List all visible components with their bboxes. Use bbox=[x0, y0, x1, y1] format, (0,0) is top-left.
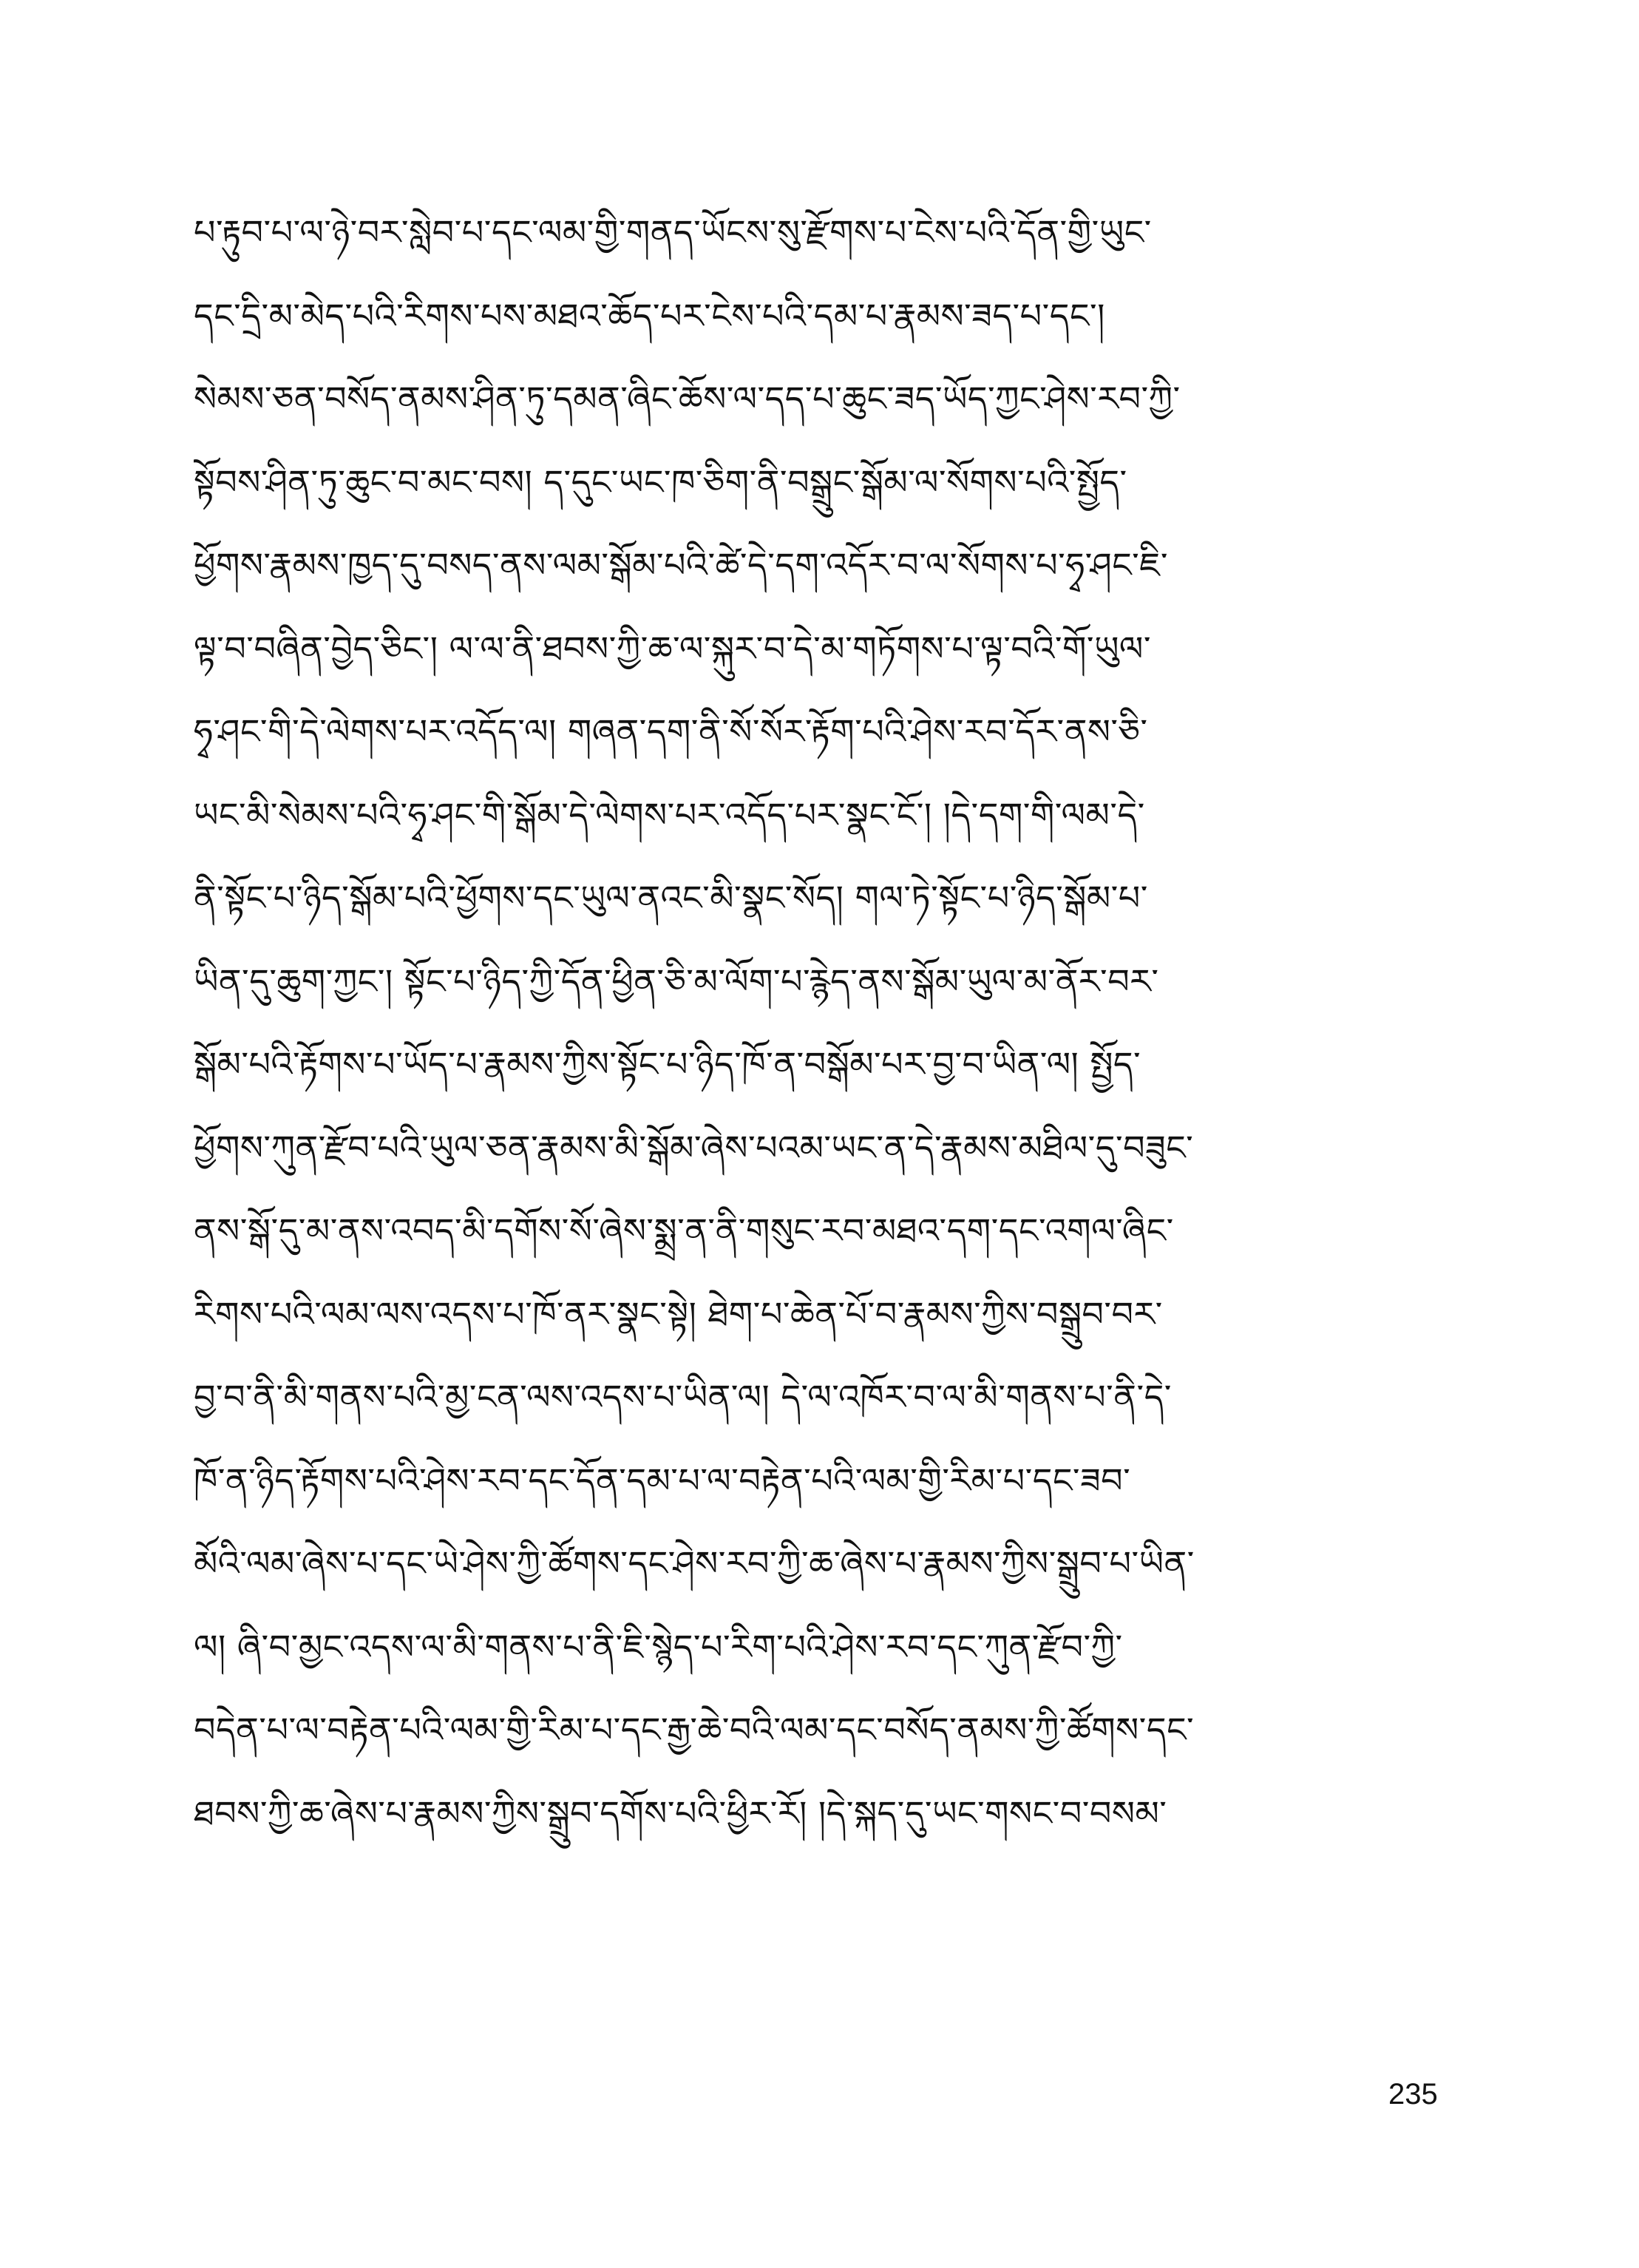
text-line: ནས་སྒོ་དུ་མ་ནས་འབད་མི་དགོས་སོ་ཞེས་སྨྲ་ན་ནི་གསུང་རབ་མཐའ་དག་དང་འགལ་ཞིང་ bbox=[194, 1211, 1174, 1250]
text-line: མོའི་ལམ་ཞེས་པ་དང་ཡེ་ཤེས་ཀྱི་ཚོགས་དང་ཤེས་རབ་ཀྱི་ཆ་ཞེས་པ་རྣམས་ཀྱིས་སྒྲུབ་པ་ཡིན་ bbox=[194, 1543, 1195, 1583]
text-line: དང་དྲི་མ་མེད་པའི་རིགས་པས་མཐའ་ཆོད་པར་ངེས་པའི་དམ་པ་རྣམས་ཟད་པ་དང་། bbox=[194, 295, 1105, 336]
text-line: ནི་སྟོང་པ་ཉིད་སྒོམ་པའི་ཕྱོགས་དང་ཡུལ་ནའང་མི་སྣང་སོད། གལ་ཏེ་སྟོང་པ་ཉིད་སྒོམ་པ་ bbox=[194, 878, 1148, 918]
page-number: 235 bbox=[1388, 2078, 1438, 2110]
text-line: ལ། ཞི་བ་མྱང་འདས་ལ་མི་གནས་པ་ནི་ཇི་སྙེད་པ་རིག་པའི་ཤེས་རབ་དང་ཀུན་རྫོབ་ཀྱི་ bbox=[194, 1626, 1123, 1667]
text-line: ཐབས་ཀྱི་ཆ་ཞེས་པ་རྣམས་ཀྱིས་སྒྲུབ་དགོས་པའི་ཕྱིར་རོ། །དེ་སྐད་དུ་ཡང་གསང་བ་བསམ་ bbox=[194, 1793, 1167, 1833]
text-line: ཧྭ་ཤང་གི་དེ་ལེགས་པར་འདོད་ལ། གཞན་དག་ནི་སོ་སོར་རྟོག་པའི་ཤེས་རབ་དོར་ནས་ཅི་ bbox=[194, 711, 1148, 751]
text-line: སྒོམ་པའི་རྟོགས་པ་ཡོད་པ་རྣམས་ཀྱིས་སྟོང་པ་ཉིད་ཁོ་ན་བསྒོམ་པར་བྱ་བ་ཡིན་ལ། སྤྱོད་ bbox=[194, 1044, 1141, 1084]
tibetan-text-block bbox=[194, 191, 1465, 1855]
text-line: རིགས་པའི་ལམ་ལས་འདས་པ་ཁོ་ནར་སྣང་སྟེ། ཐེག་པ་ཆེན་པོ་བ་རྣམས་ཀྱིས་བསྒྲུབ་བར་ bbox=[194, 1293, 1163, 1334]
text-line: ཕྱོགས་རྣམས་ཁྱད་དུ་བསད་ནས་ལམ་སྒོམ་པའི་ཚེ་དེ་དག་འདོར་བ་ལ་སོགས་པ་ཧྭ་ཤང་ཇི་ bbox=[194, 545, 1169, 585]
text-line: ཡིན་དུ་ཆུག་ཀྱང་། སྟོང་པ་ཉིད་ཀྱི་དོན་ཕྱིན་ཅི་མ་ལོག་པ་རྙེད་ནས་སྒོམ་ཡུལ་མ་ནོར་བར་ bbox=[194, 961, 1159, 1001]
text-line: སེམས་ཅན་བསོད་ནམས་ཤིན་ཏུ་དམན་ཞིང་ཆོས་ལ་དད་པ་ཆུང་ཟད་ཡོད་ཀྱང་ཤེས་རབ་ཀྱི་ bbox=[194, 379, 1181, 419]
text-line: སྟོབས་ཤིན་ཏུ་ཆུང་བ་མང་བས། ད་དུང་ཡང་ཁ་ཅིག་ནི་བསྒྲུང་སྒོམ་ལ་སོགས་པའི་སྤྱོད་ bbox=[194, 461, 1127, 502]
text-line: བྱ་བ་ནི་མི་གནས་པའི་མྱ་ངན་ལས་འདས་པ་ཡིན་ལ། དེ་ལ་འཁོར་བ་ལ་མི་གནས་པ་ནི་དེ་ bbox=[194, 1377, 1172, 1417]
text-line: བདེན་པ་ལ་བརྟེན་པའི་ལམ་གྱི་རིམ་པ་དང་རྒྱ་ཆེ་བའི་ལམ་དང་བསོད་ནམས་ཀྱི་ཚོགས་དང་ bbox=[194, 1710, 1195, 1750]
text-line: ཁོ་ན་ཉིད་རྟོགས་པའི་ཤེས་རབ་དང་དོན་དམ་པ་ལ་བརྟེན་པའི་ལམ་གྱི་རིམ་པ་དང་ཟབ་ bbox=[194, 1460, 1131, 1500]
text-line: ཕྱོགས་ཀུན་རྫོབ་པའི་ཡུལ་ཅན་རྣམས་མི་སྒོམ་ཞེས་པའམ་ཡང་ན་དེ་རྣམས་མཐིལ་དུ་བཟུང་ bbox=[194, 1127, 1194, 1168]
text-line: ཡང་མི་སེམས་པའི་ཧྭ་ཤང་གི་སྒོམ་དེ་ལེགས་པར་འདོད་པར་སྣང་ངོ་། །དེ་དག་གི་ལམ་དེ་ bbox=[194, 794, 1145, 835]
text-line: ལྟ་བ་བཞིན་བྱེད་ཅིང་། ལ་ལ་ནི་ཐབས་ཀྱི་ཆ་ལ་སྐུར་བ་དེ་མ་གཏོགས་པ་ལྟ་བའི་གོ་ཡུལ་ bbox=[194, 628, 1152, 668]
text-line: པ་རྟུབ་པ་ལ་ཉེ་བར་སླེབ་པ་དང་ལམ་གྱི་གནད་ཡོངས་སུ་རྫོགས་པ་ངེས་པའི་དོན་གྱི་ཡུང་ bbox=[194, 212, 1152, 252]
